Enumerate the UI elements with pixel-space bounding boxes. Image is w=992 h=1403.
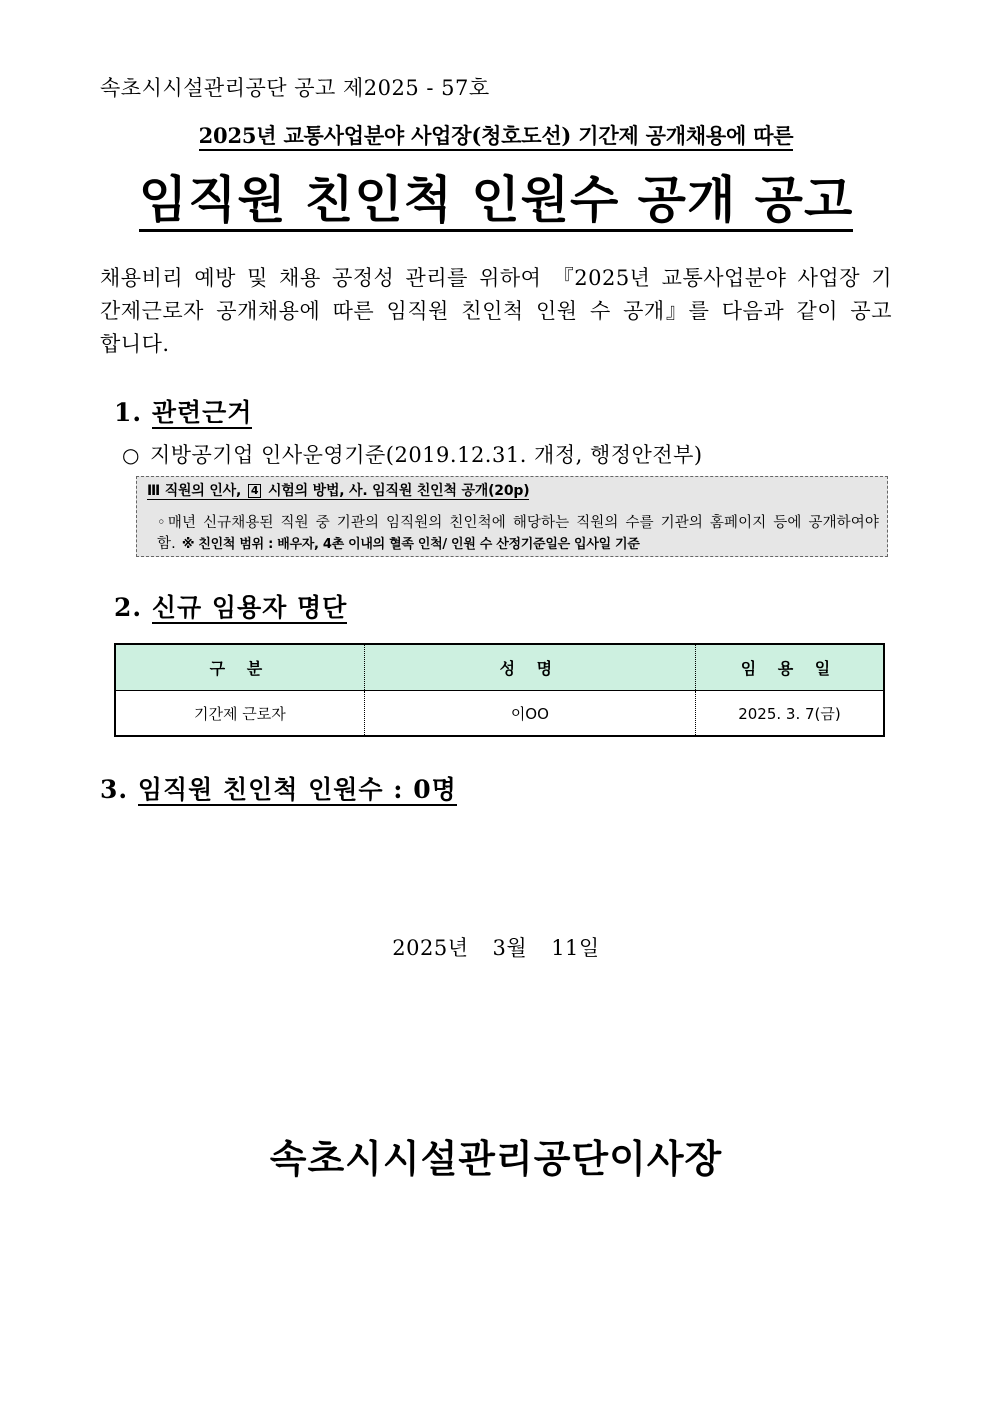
page-title-text: 임직원 친인척 인원수 공개 공고: [139, 170, 854, 232]
reference-body-text: ◦매년 신규채용된 직원 중 기관의 임직원의 친인척에 해당하는 직원의 수를 기관의 홈페이지 등에 공개하여야 함.: [157, 515, 879, 552]
reference-box: [136, 476, 888, 557]
date-year: 2025년: [392, 936, 469, 960]
signer: 속초시시설관리공단이사장: [269, 1136, 723, 1181]
new-hire-table: [114, 643, 885, 737]
section-3-heading: [100, 770, 457, 806]
table-row: [115, 691, 884, 737]
intro-paragraph: 채용비리 예방 및 채용 공정성 관리를 위하여 『2025년 교통사업분야 사업장 기간제근로자 공개채용에 따른 임직원 친인척 인원 수 공개』를 다음과 같이 공고합니다.: [100, 266, 892, 356]
section-2-heading: [114, 588, 347, 624]
cell-date: 2025. 3. 7(금): [695, 691, 884, 737]
section-1-heading: [114, 393, 252, 429]
column-header-name: 성 명: [364, 644, 695, 691]
column-header-category: 구 분: [115, 644, 364, 691]
section-2-number: 2.: [114, 593, 143, 622]
notice-date: [0, 932, 992, 962]
notice-number: 속초시시설관리공단 공고 제2025 - 57호: [100, 76, 490, 100]
section-1-title: 관련근거: [151, 398, 253, 427]
reference-title-part-a: Ⅲ 직원의 인사,: [147, 483, 242, 499]
reference-title: [147, 480, 529, 500]
section-2-title: 신규 임용자 명단: [151, 593, 348, 622]
reference-title-part-b: 시험의 방법, 사. 임직원 친인척 공개(20p): [267, 483, 530, 499]
cell-category: 기간제 근로자: [194, 704, 286, 723]
reference-note: ※ 친인척 범위 : 배우자, 4촌 이내의 혈족 인척/ 인원 수 산정기준일은 입사일 기준: [181, 537, 640, 552]
subtitle-text: 2025년 교통사업분야 사업장(청호도선) 기간제 공개채용에 따른: [199, 123, 794, 151]
boxed-number: 4: [248, 484, 261, 498]
date-month: 3월: [492, 936, 528, 960]
table-header-row: [115, 644, 884, 691]
section-1-item: [122, 439, 703, 469]
cell-name: 이OO: [364, 691, 695, 737]
subtitle: [0, 120, 992, 150]
section-3-title: 임직원 친인척 인원수 : 0명: [137, 775, 457, 804]
section-1-number: 1.: [114, 398, 143, 427]
circle-bullet-icon: ○: [122, 443, 140, 467]
date-day: 11일: [551, 936, 600, 960]
section-1-item-text: 지방공기업 인사운영기준(2019.12.31. 개정, 행정안전부): [149, 443, 703, 467]
column-header-date: 임 용 일: [695, 644, 884, 691]
reference-body: [157, 513, 879, 555]
section-3-number: 3.: [100, 775, 129, 804]
page-title: [0, 160, 992, 232]
